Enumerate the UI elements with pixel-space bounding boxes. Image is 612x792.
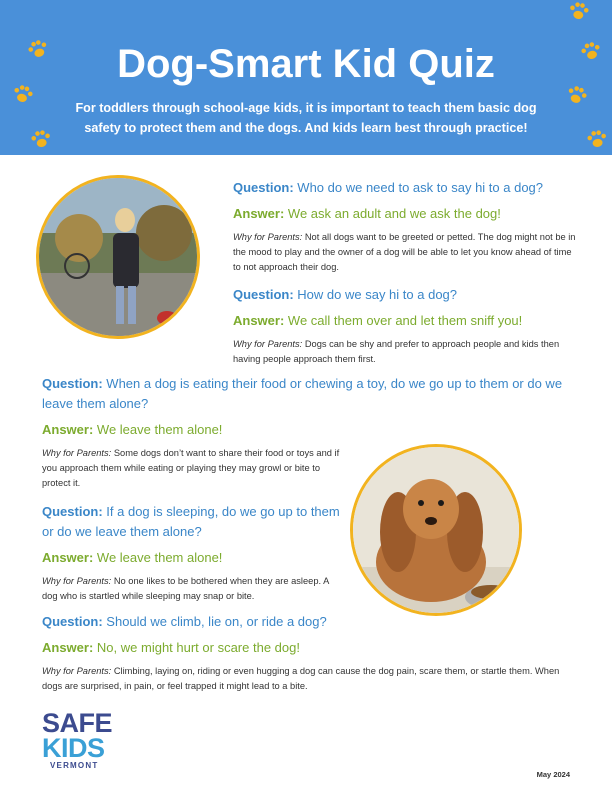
question-text: Question: If a dog is sleeping, do we go up to them or do we leave them alone? (42, 504, 340, 539)
why-for-parents-text: Why for Parents: Dogs can be shy and prefer to approach people and kids then having people approach them first. (233, 339, 560, 364)
why-for-parents-text: Why for Parents: Not all dogs want to be greeted or petted. The dog might not be in the mood to play and the owner of a dog will be able to let you know ahead of time to not approach their dog. (233, 232, 576, 272)
header-banner (0, 0, 612, 155)
why-for-parents-text: Why for Parents: No one likes to be bothered when they are asleep. A dog who is startled while sleeping may snap or bite. (42, 576, 329, 601)
woman-walking-dog-photo (36, 175, 200, 339)
question-text: Question: Should we climb, lie on, or ride a dog? (42, 614, 327, 629)
qa-item (42, 612, 577, 694)
question-text: Question: Who do we need to ask to say hi to a dog? (233, 180, 544, 195)
qa-item (233, 285, 578, 367)
qa-item (42, 374, 572, 491)
qa-item (42, 502, 342, 604)
answer-text: Answer: We leave them alone! (42, 422, 223, 437)
paw-icon (585, 127, 610, 152)
logo-line-safe: SAFE (42, 708, 113, 738)
question-text: Question: When a dog is eating their food or chewing a toy, do we go up to them or do we leave them alone? (42, 376, 563, 411)
logo-line-kids: KIDS (42, 733, 105, 763)
paw-icon (566, 0, 591, 24)
question-text: Question: How do we say hi to a dog? (233, 287, 458, 302)
why-for-parents-text: Why for Parents: Climbing, laying on, riding or even hugging a dog can cause the dog pain, scare them, or startle them. When dogs are surprised, in pain, or feel trapped it might lead to a bite. (42, 666, 560, 691)
page-subtitle: For toddlers through school-age kids, it is important to teach them basic dog safety to protect them and the dogs. And kids learn best through practice! (75, 101, 537, 135)
answer-text: Answer: No, we might hurt or scare the dog! (42, 640, 300, 655)
logo-line-vermont: VERMONT (50, 761, 99, 770)
why-for-parents-text: Why for Parents: Some dogs don’t want to share their food or toys and if you approach them while eating or playing they may growl or bite to protect it. (42, 448, 340, 488)
safe-kids-vermont-logo (42, 708, 122, 777)
answer-text: Answer: We call them over and let them sniff you! (233, 313, 523, 328)
publication-date: May 2024 (536, 770, 570, 779)
paw-icon (28, 126, 53, 151)
qa-item (233, 178, 578, 275)
answer-text: Answer: We ask an adult and we ask the dog! (233, 206, 501, 221)
page-title: Dog-Smart Kid Quiz (117, 42, 495, 86)
answer-text: Answer: We leave them alone! (42, 550, 223, 565)
